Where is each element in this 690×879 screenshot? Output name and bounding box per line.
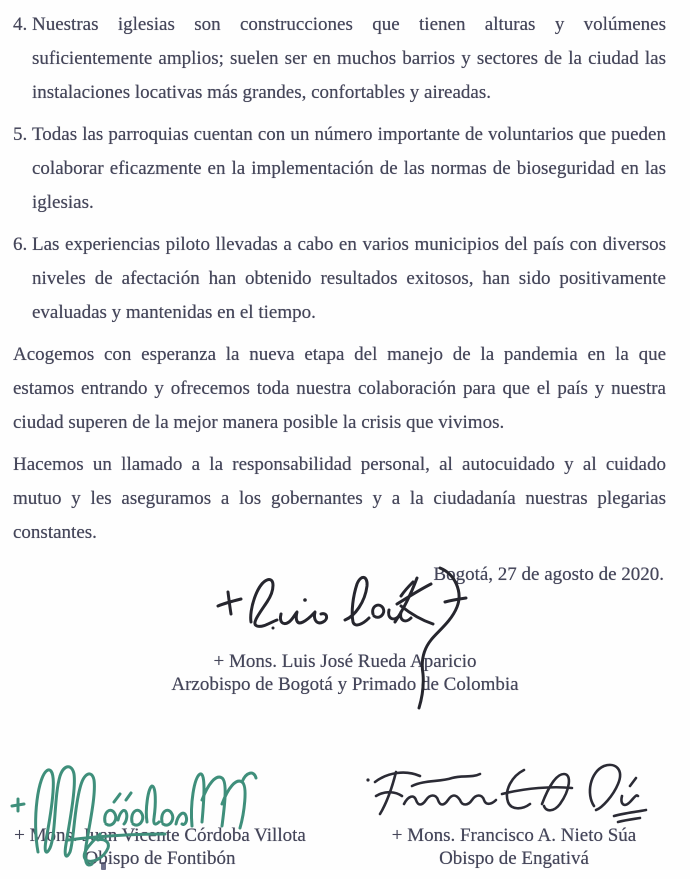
bishop-title: Arzobispo de Bogotá y Primado de Colombia [171, 674, 519, 695]
list-item-6 [13, 228, 666, 330]
dateline: Bogotá, 27 de agosto de 2020. [433, 564, 664, 585]
list-item-number: 5. [13, 124, 28, 145]
bishop-title: Obispo de Engativá [439, 848, 589, 869]
signature-nieto-sua-icon [356, 760, 654, 832]
paragraph-appeal: Hacemos un llamado a la responsabilidad personal, al autocuidado y al cuidado mutuo y les aseguramos a los gobernantes y a la ciudadanía nuestras plegarias constantes. [13, 454, 666, 543]
bishop-name: + Mons. Luis José Rueda Aparicio [213, 651, 477, 672]
document-body [13, 8, 666, 592]
list-item-number: 6. [13, 234, 28, 255]
signature-rueda-aparicio-icon [193, 562, 475, 712]
list-item-4 [13, 8, 666, 110]
bishop-title: Obispo de Fontibón [84, 848, 236, 869]
bishop-name: + Mons. Juan Vicente Córdoba Villota [14, 825, 306, 846]
list-item-text: Las experiencias piloto llevadas a cabo en varios municipios del país con diversos niveles de afectación han obtenido resultados exitosos, han sido positivamente evaluadas y mantenidas en el tiempo. [32, 234, 666, 323]
list-item-5 [13, 118, 666, 220]
list-item-text: Nuestras iglesias son construcciones que tienen alturas y volúmenes suficientemente amplios; suelen ser en muchos barrios y sectores de la ciudad las instalaciones locativas más grandes, confortables y aireadas. [32, 14, 666, 103]
paragraph-hope: Acogemos con esperanza la nueva etapa del manejo de la pandemia en la que estamos entrando y ofrecemos toda nuestra colaboración para que el país y nuestra ciudad superen de la mejor manera posible la crisis que vivimos. [13, 344, 666, 433]
bishop-name: + Mons. Francisco A. Nieto Súa [391, 825, 637, 846]
signature-cordoba-villota-icon [2, 760, 277, 872]
list-item-text: Todas las parroquias cuentan con un número importante de voluntarios que pueden colaborar eficazmente en la implementación de las normas de bioseguridad en las iglesias. [32, 124, 666, 213]
list-item-number: 4. [13, 14, 28, 35]
